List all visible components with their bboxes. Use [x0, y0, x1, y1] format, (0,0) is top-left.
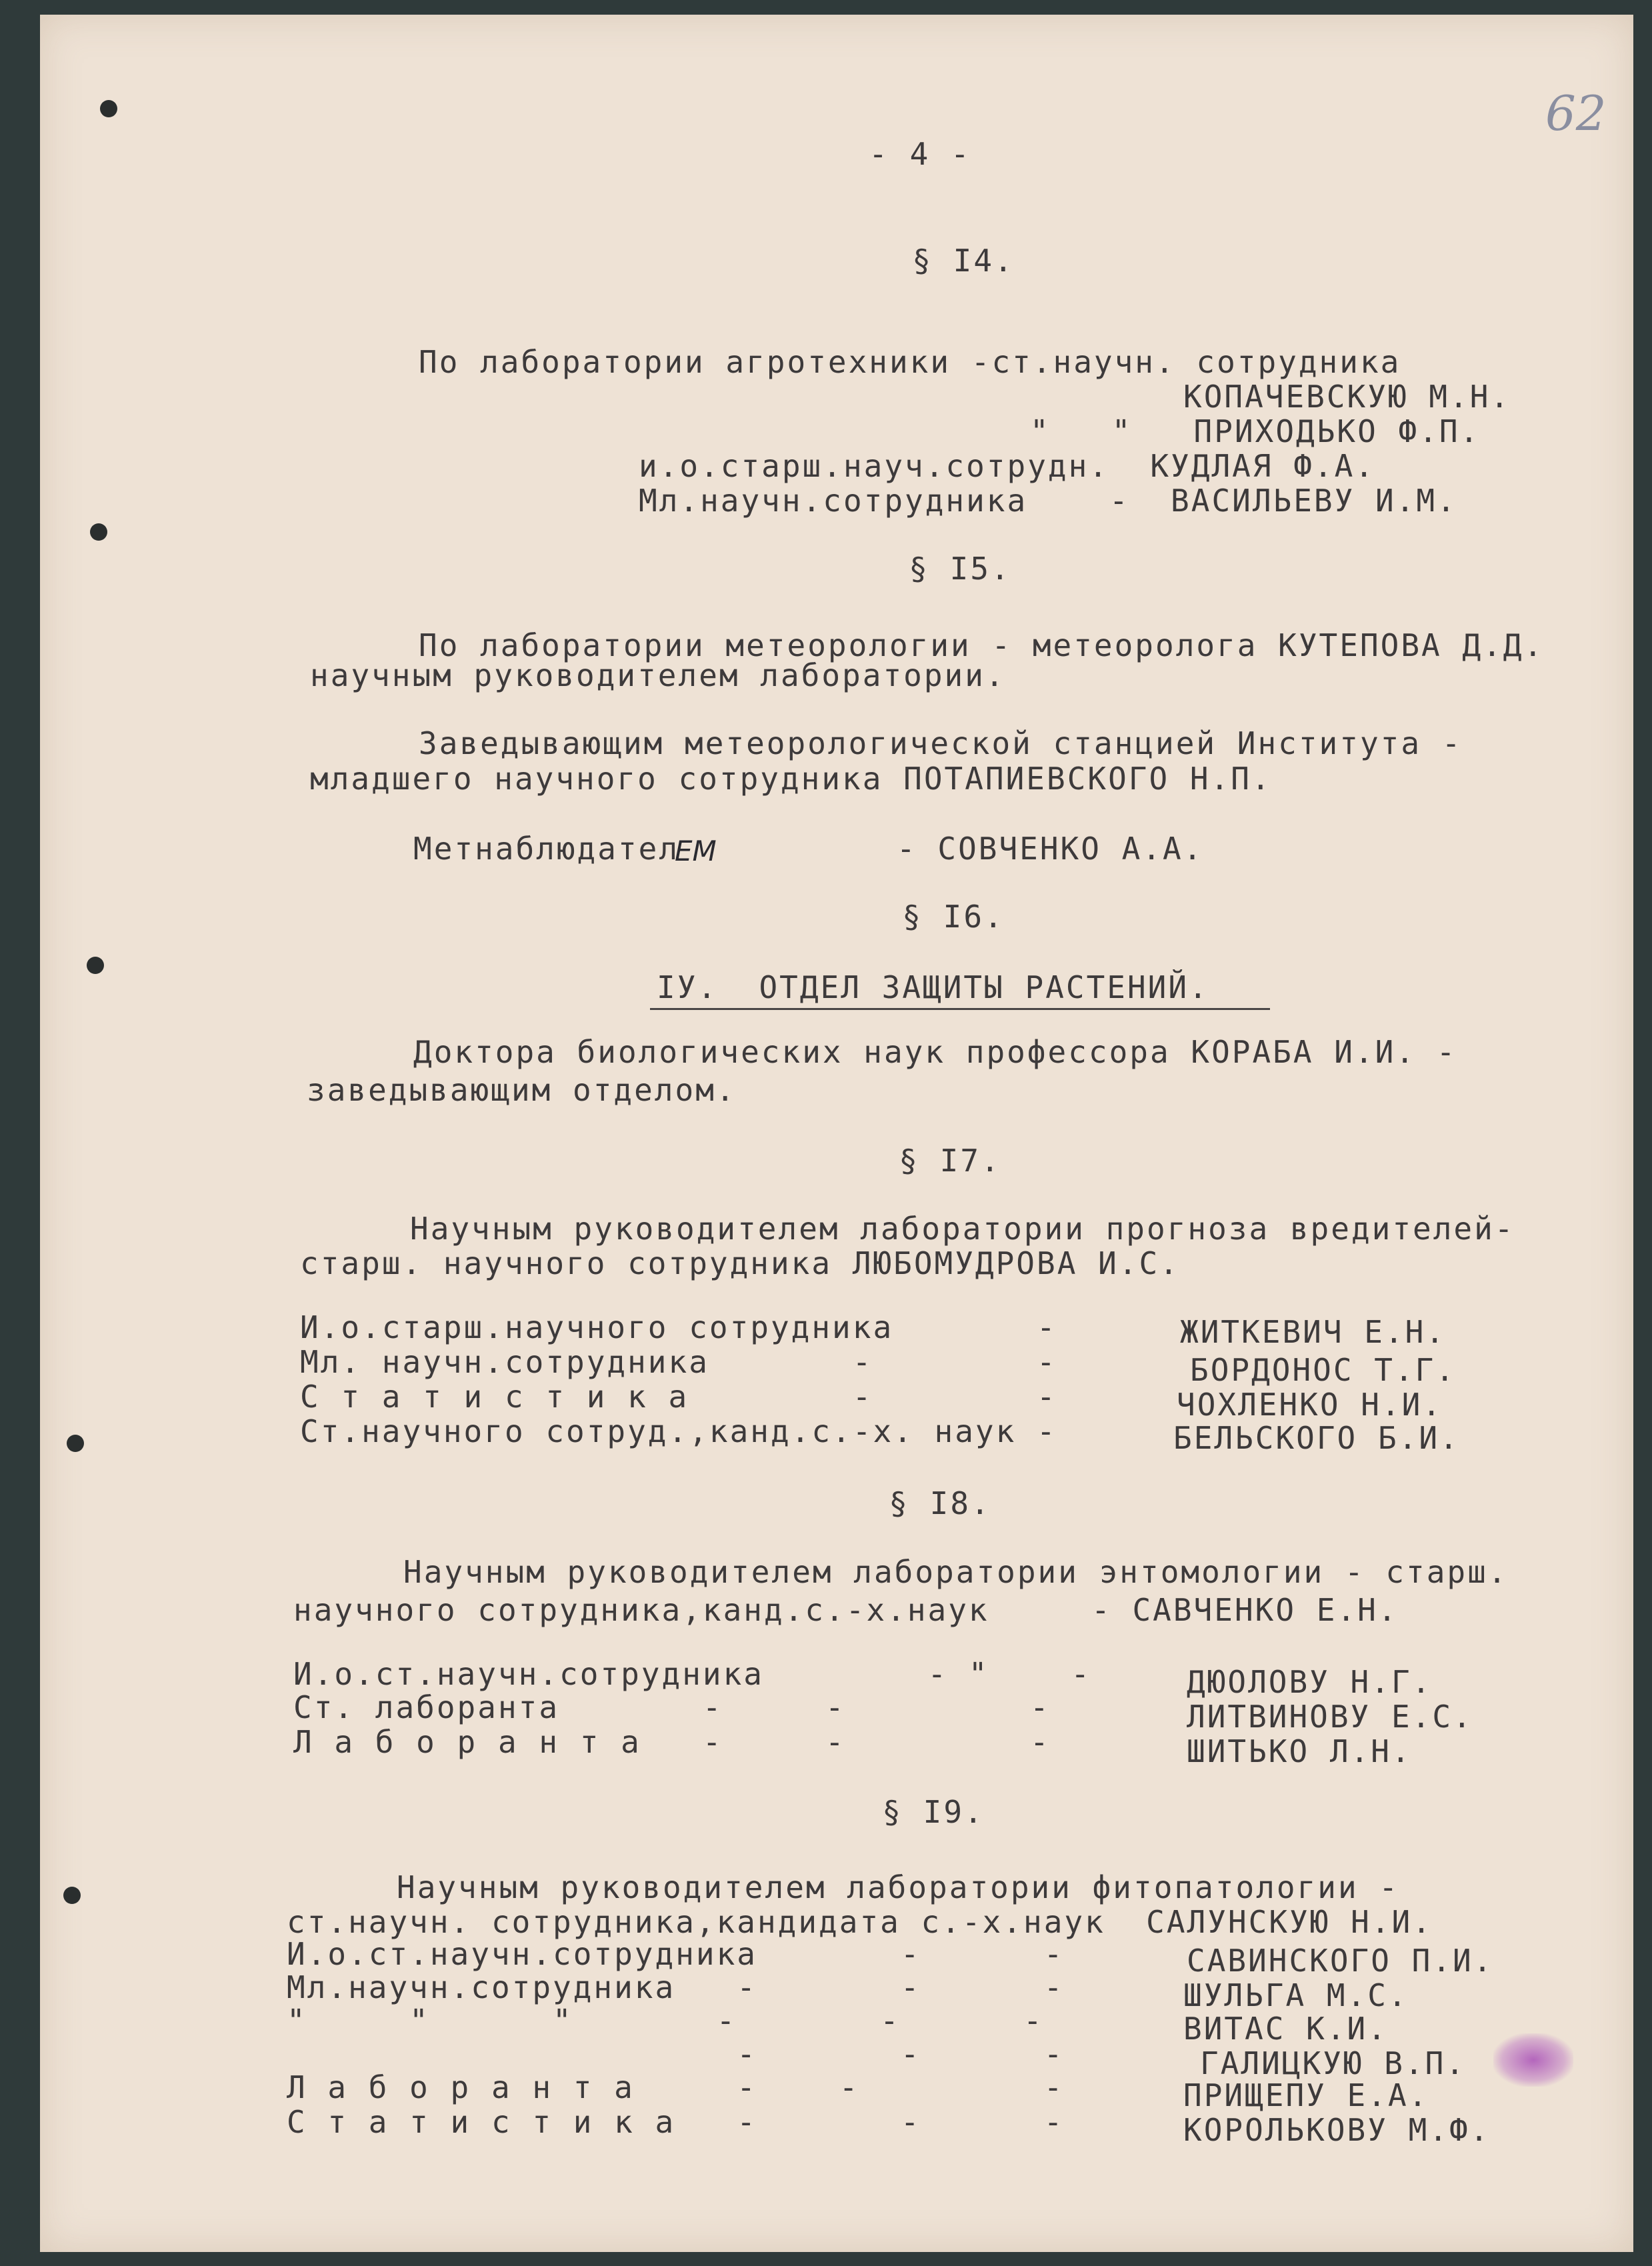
s17-row-2-left: Мл. научн.сотрудника - -	[300, 1344, 1057, 1380]
s14-line-5: Мл.научн.сотрудника - ВАСИЛЬЕВУ И.М.	[639, 483, 1457, 519]
s17-line-1: Научным руководителем лаборатории прогноза вредителей-	[410, 1211, 1515, 1247]
s17-row-2-right: БОРДОНОС Т.Г.	[1190, 1352, 1457, 1388]
s19-row-6-right: КОРОЛЬКОВУ М.Ф.	[1183, 2112, 1491, 2148]
s17-row-4-right: БЕЛЬСКОГО Б.И.	[1173, 1420, 1460, 1456]
s15-line-1: По лаборатории метеорологии - метеоролога КУТЕПОВА Д.Д.	[419, 627, 1545, 663]
binder-hole	[67, 1435, 84, 1452]
s18-row-1-right: ДЮОЛОВУ Н.Г.	[1187, 1664, 1433, 1700]
binder-hole	[90, 523, 107, 541]
s14-line-4: и.о.старш.науч.сотрудн. КУДЛАЯ Ф.А.	[639, 448, 1375, 484]
s14-line-3: " " ПРИХОДЬКО Ф.П.	[1030, 413, 1481, 449]
s15-line-2: научным руководителем лаборатории.	[310, 657, 1006, 693]
s19-row-2-left: Мл.научн.сотрудника - - -	[287, 1969, 1065, 2005]
s19-row-6-left: С т а т и с т и к а - - -	[287, 2104, 1065, 2140]
s17-row-3-left: С т а т и с т и к а - -	[300, 1379, 1057, 1415]
s17-line-2: старш. научного сотрудника ЛЮБОМУДРОВА И.С.	[300, 1245, 1180, 1281]
section-heading-15: § I5.	[909, 551, 1011, 587]
archive-number: 62	[1545, 85, 1607, 141]
s16-line-1: Доктора биологических наук профессора КОРАБА И.И. -	[413, 1034, 1457, 1070]
s14-line-1: По лаборатории агротехники -ст.научн. сотрудника	[419, 344, 1401, 380]
s19-row-5-right: ПРИЩЕПУ Е.А.	[1183, 2077, 1429, 2113]
binder-hole	[87, 957, 104, 974]
s18-row-2-right: ЛИТВИНОВУ Е.С.	[1187, 1699, 1473, 1735]
s19-row-3-left: " " " - - -	[287, 2003, 1044, 2039]
s17-row-1-left: И.о.старш.научного сотрудника -	[300, 1309, 1057, 1345]
s18-row-3-left: Л а б о р а н т а - - -	[293, 1724, 1051, 1760]
s15-line-5: Метнаблюдател	[413, 831, 680, 867]
s18-row-1-left: И.о.ст.научн.сотрудника - " -	[293, 1656, 1092, 1692]
s18-row-3-right: ШИТЬКО Л.Н.	[1187, 1733, 1412, 1769]
s19-row-1-left: И.о.ст.научн.сотрудника - -	[287, 1936, 1065, 1972]
s17-row-3-right: ЧОХЛЕНКО Н.И.	[1177, 1387, 1443, 1423]
s19-row-4-left: - - -	[287, 2036, 1065, 2072]
s16-line-2: заведывающим отделом.	[307, 1072, 737, 1108]
binder-hole	[100, 100, 117, 117]
s17-row-1-right: ЖИТКЕВИЧ Е.Н.	[1180, 1314, 1447, 1350]
s19-line-2: ст.научн. сотрудника,кандидата с.-х.наук САЛУНСКУЮ Н.И.	[287, 1904, 1433, 1940]
s19-row-5-left: Л а б о р а н т а - - -	[287, 2069, 1065, 2105]
s15-line-6: - СОВЧЕНКО А.А.	[897, 831, 1204, 867]
section-heading-14: § I4.	[912, 243, 1015, 279]
section-title-underline	[650, 1008, 1270, 1010]
s19-row-3-right: ВИТАС К.И.	[1183, 2011, 1388, 2047]
section-title-plant-protection: IУ. ОТДЕЛ ЗАЩИТЫ РАСТЕНИЙ.	[657, 969, 1209, 1005]
s19-row-4-right: ГАЛИЦКУЮ В.П.	[1200, 2045, 1467, 2081]
section-heading-16: § I6.	[902, 899, 1005, 935]
s19-line-1: Научным руководителем лаборатории фитопатологии -	[397, 1869, 1400, 1905]
s17-row-4-left: Ст.научного сотруд.,канд.с.-х. наук -	[300, 1413, 1057, 1449]
s14-line-2: КОПАЧЕВСКУЮ М.Н.	[1183, 379, 1511, 415]
handwritten-suffix: ЕМ	[675, 835, 717, 867]
s18-line-2: научного сотрудника,канд.с.-х.наук - САВЧЕНКО Е.Н.	[293, 1592, 1399, 1628]
section-heading-17: § I7.	[899, 1143, 1001, 1179]
s19-row-1-right: САВИНСКОГО П.И.	[1187, 1943, 1494, 1979]
page-number: - 4 -	[869, 136, 971, 172]
ink-stain	[1493, 2033, 1573, 2087]
s15-line-4: младшего научного сотрудника ПОТАПИЕВСКОГО Н.П.	[310, 761, 1272, 797]
s18-line-1: Научным руководителем лаборатории энтомологии - старш.	[403, 1554, 1509, 1590]
section-heading-18: § I8.	[889, 1485, 991, 1521]
s19-row-2-right: ШУЛЬГА М.С.	[1183, 1977, 1409, 2013]
section-heading-19: § I9.	[882, 1794, 985, 1830]
s18-row-2-left: Ст. лаборанта - - -	[293, 1689, 1051, 1725]
binder-hole	[63, 1887, 81, 1904]
s15-line-3: Заведывающим метеорологической станцией Института -	[419, 725, 1463, 761]
